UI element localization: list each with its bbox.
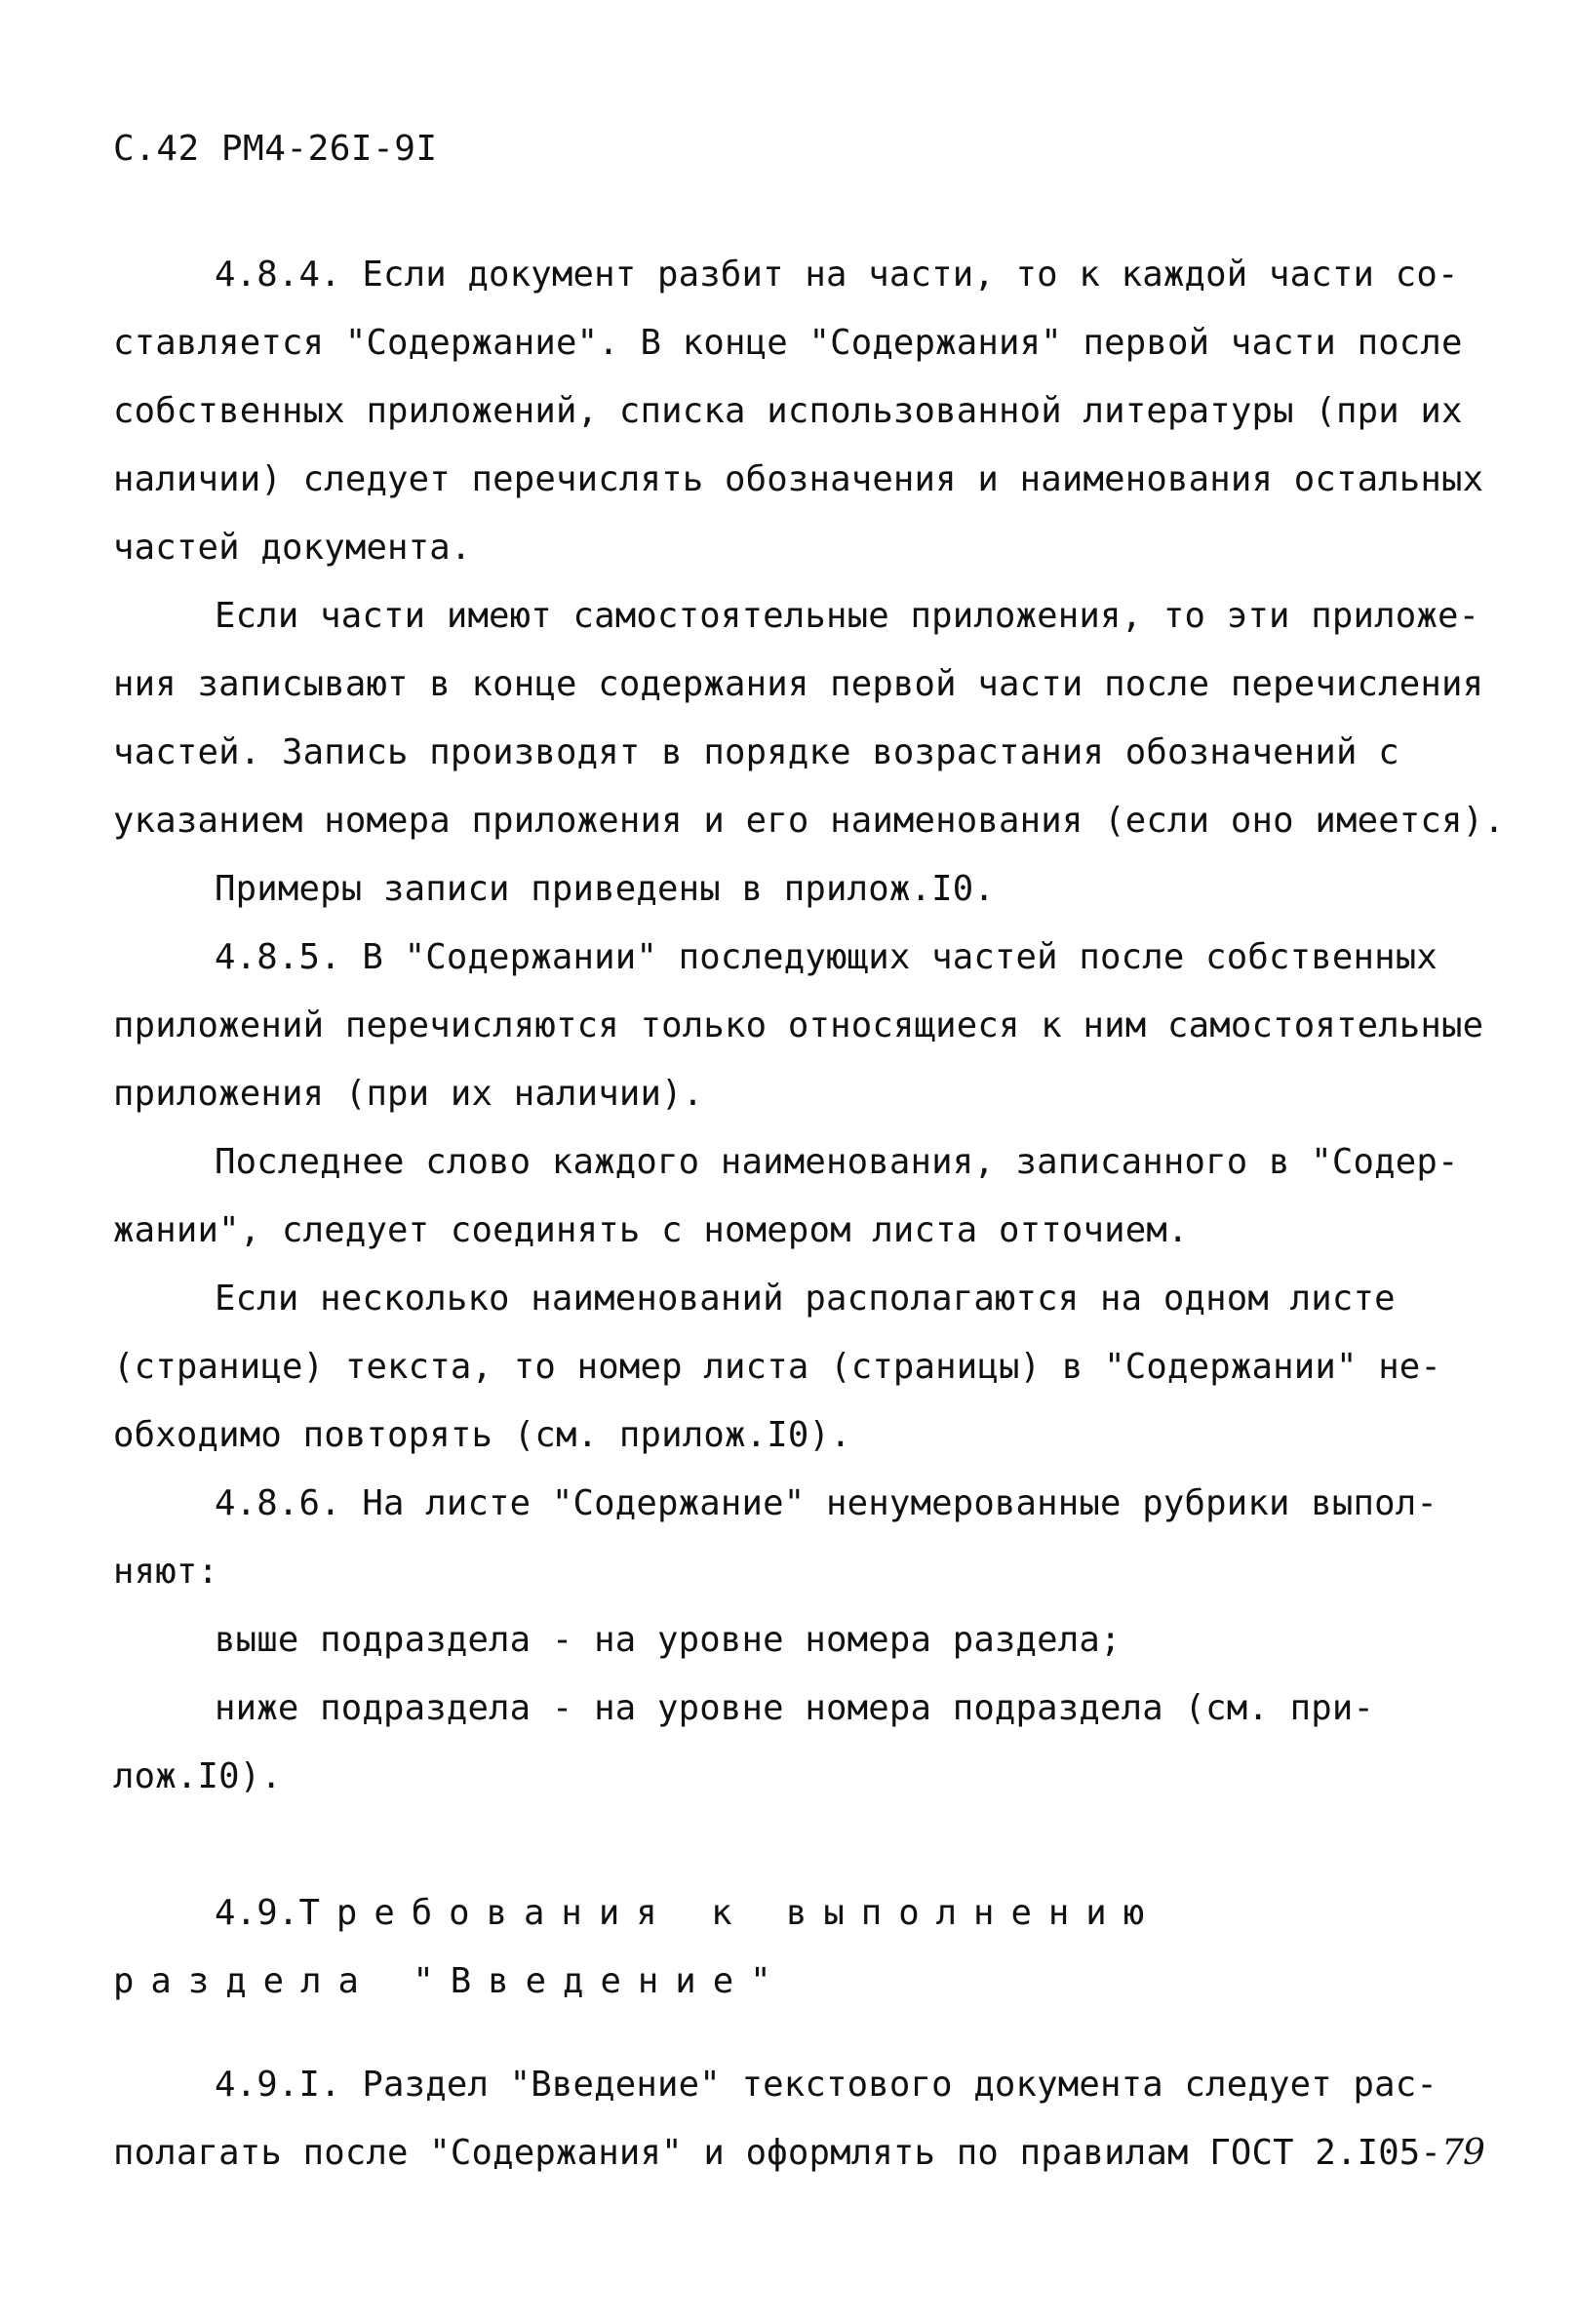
text-line: ниже подраздела - на уровне номера подраздела (см. при- — [215, 1688, 1375, 1728]
text-line-last — [113, 2119, 1498, 2187]
text-line: обходимо повторять (см. прилож.I0). — [113, 1415, 851, 1455]
handwritten-year: 79 — [1441, 2133, 1484, 2173]
section-gap — [113, 1811, 1498, 1879]
text-line-content: полагать после "Содержания" и оформлять по правилам ГОСТ 2.I05- — [113, 2133, 1442, 2173]
text-line: (странице) текста, то номер листа (страницы) в "Содержании" не- — [113, 1347, 1442, 1387]
text-line: 4.8.5. В "Содержании" последующих частей после собственных — [215, 937, 1438, 977]
text-line: 4.9.I. Раздел "Введение" текстового документа следует рас- — [215, 2065, 1438, 2105]
text-line: указанием номера приложения и его наименования (если оно имеется). — [113, 801, 1505, 841]
text-line: лож.I0). — [113, 1756, 282, 1796]
text-line: выше подраздела - на уровне номера раздела; — [215, 1620, 1122, 1660]
text-line: приложений перечисляются только относящиеся к ним самостоятельные — [113, 1005, 1484, 1045]
text-line: жании", следует соединять с номером листа отточием. — [113, 1210, 1189, 1250]
text-line: наличии) следует перечислять обозначения и наименования остальных — [113, 459, 1484, 499]
text-line: 4.8.4. Если документ разбит на части, то к каждой части со- — [215, 255, 1459, 295]
text-line: частей документа. — [113, 528, 472, 568]
text-line: няют: — [113, 1552, 219, 1592]
text-line: Примеры записи приведены в прилож.I0. — [215, 869, 995, 909]
text-line: ния записывают в конце содержания первой части после перечисления — [113, 664, 1484, 704]
text-line: собственных приложений, списка использованной литературы (при их — [113, 391, 1463, 431]
section-heading-title-2: раздела "Введение" — [113, 1961, 788, 2001]
text-line: Если несколько наименований располагаются на одном листе — [215, 1279, 1396, 1319]
text-line: Последнее слово каждого наименования, записанного в "Содер- — [215, 1142, 1459, 1182]
page-header: С.42 РМ4-26I-9I — [113, 129, 438, 169]
section-gap — [113, 2016, 1498, 2051]
text-line: 4.8.6. На листе "Содержание" ненумерованные рубрики выпол- — [215, 1483, 1438, 1523]
section-heading-number: 4.9. — [215, 1893, 299, 1933]
section-heading-line-1 — [113, 1879, 1498, 1948]
text-line: частей. Запись производят в порядке возрастания обозначений с — [113, 732, 1399, 772]
text-line: приложения (при их наличии). — [113, 1074, 704, 1114]
text-line: ставляется "Содержание". В конце "Содержания" первой части после — [113, 323, 1463, 363]
document-body — [113, 241, 1505, 2187]
text-line: Если части имеют самостоятельные приложения, то эти приложе- — [215, 596, 1480, 636]
section-heading-title-1: Требования к выполнению — [298, 1893, 1162, 1933]
